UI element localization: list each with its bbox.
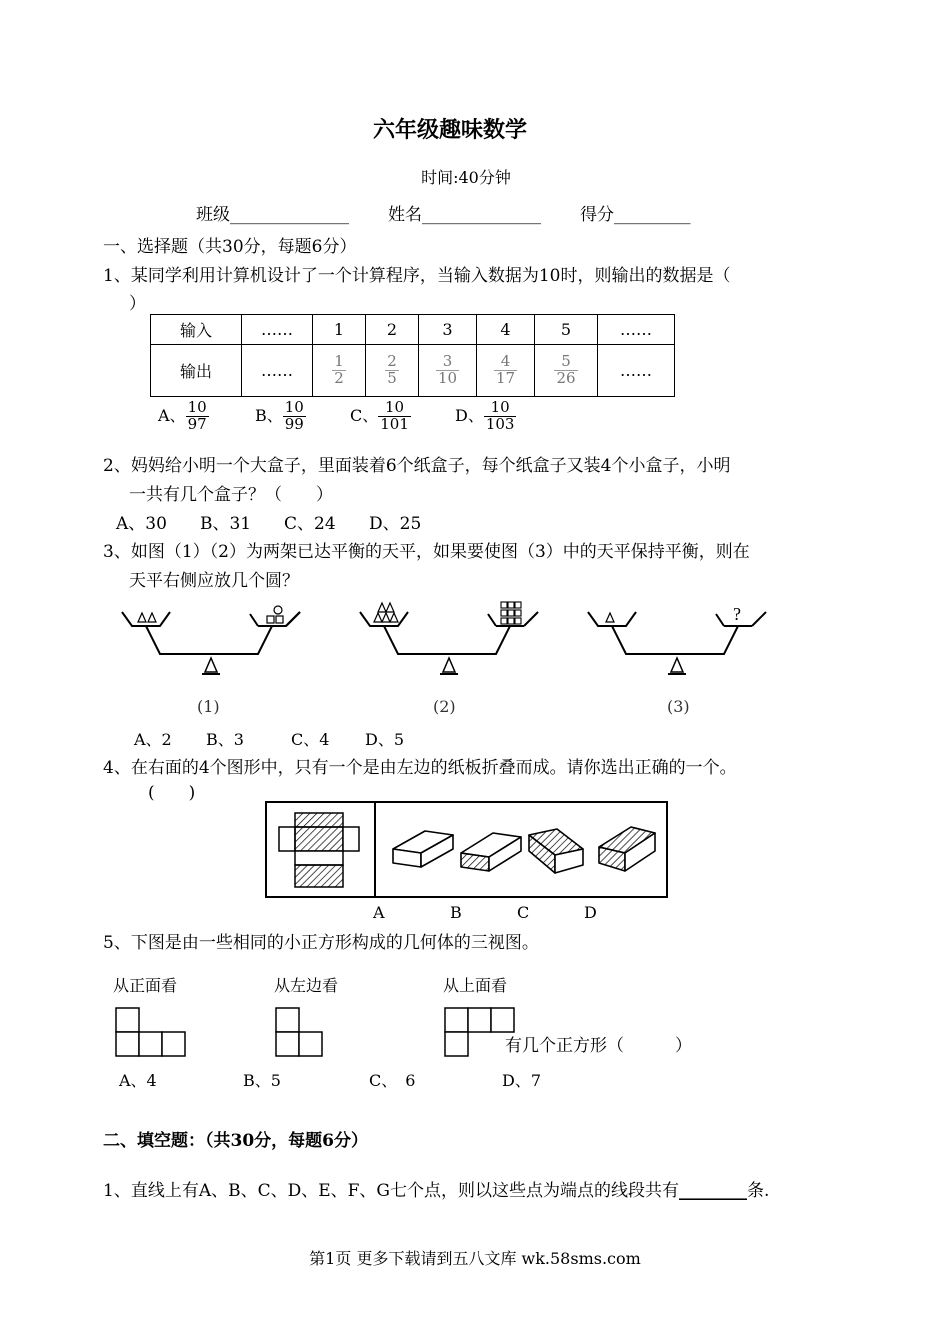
output-value (313, 345, 366, 397)
class-field: 班级______________ (196, 205, 349, 225)
balance-scale-1 (122, 606, 300, 674)
fraction-numerator: 2 (387, 352, 397, 371)
input-value: 5 (535, 315, 598, 345)
fraction-denominator: 17 (495, 369, 516, 387)
fraction-numerator: 10 (284, 398, 304, 416)
fraction-numerator: 10 (490, 398, 510, 416)
q3-text-line1: 3、如图（1）（2）为两架已达平衡的天平，如果要使图（3）中的天平保持平衡，则在 (103, 542, 750, 562)
q2-option-a[interactable]: A、30 (116, 514, 167, 534)
section2-q1-text: 1、直线上有A、B、C、D、E、F、G七个点，则以这些点为端点的线段共有 (103, 1181, 680, 1201)
dots-cell: …… (242, 345, 313, 397)
q1-option-d[interactable] (455, 400, 516, 433)
q5-option-b[interactable]: B、5 (243, 1071, 281, 1090)
page-title: 六年级趣味数学 (372, 117, 527, 143)
page-footer: 第1页 更多下载请到五八文库 wk.58sms.com (309, 1249, 641, 1268)
option-d-box (599, 827, 655, 871)
figure-label-3: (3) (667, 697, 690, 716)
q2-option-d[interactable]: D、25 (369, 514, 422, 534)
q1-option-c[interactable] (350, 400, 411, 433)
front-view-label: 从正面看 (113, 976, 178, 995)
option-label: C、 (350, 405, 379, 425)
q1-option-b[interactable] (255, 400, 306, 433)
three-views (115, 1007, 535, 1059)
answer-blank[interactable]: ________ (679, 1181, 748, 1201)
option-b-box (461, 833, 521, 871)
dots-cell: …… (598, 345, 675, 397)
q3-option-b[interactable]: B、3 (206, 730, 244, 749)
balance-figures (110, 592, 810, 702)
output-value (366, 345, 419, 397)
folding-figure (265, 801, 669, 899)
q4-label-d: D (584, 903, 597, 922)
dots-cell: …… (598, 315, 675, 345)
q1-option-a[interactable] (158, 400, 209, 433)
section2-heading: 二、填空题：（共30分，每题6分） (103, 1131, 368, 1151)
fraction-numerator: 5 (561, 352, 571, 371)
output-value (477, 345, 535, 397)
io-table (150, 314, 675, 397)
fraction-numerator: 1 (334, 352, 344, 371)
q5-question: 有几个正方形（ ） (505, 1036, 692, 1056)
fraction-numerator: 3 (442, 352, 453, 371)
fraction-denominator: 103 (485, 414, 515, 433)
input-value: 2 (366, 315, 419, 345)
q5-option-c[interactable]: C、 6 (369, 1071, 416, 1090)
q3-option-c[interactable]: C、4 (291, 730, 330, 749)
section2-q1 (103, 1176, 769, 1201)
output-value (419, 345, 477, 397)
q4-text-line1: 4、在右面的4个图形中，只有一个是由左边的纸板折叠而成。请你选出正确的一个。 (103, 758, 737, 778)
paper-net (279, 813, 359, 887)
q4-label-b: B (450, 903, 462, 922)
q1-text-line1: 1、某同学利用计算机设计了一个计算程序，当输入数据为10时，则输出的数据是（ (103, 266, 731, 286)
option-a-box (393, 831, 453, 867)
q1-text-line2: ） (129, 294, 146, 314)
fraction-numerator: 10 (187, 398, 207, 416)
q3-option-a[interactable]: A、2 (134, 730, 172, 749)
option-label: D、 (455, 405, 484, 425)
input-value: 3 (419, 315, 477, 345)
fraction-denominator: 101 (380, 414, 409, 433)
input-label: 输入 (151, 315, 242, 345)
fraction-denominator: 26 (556, 369, 576, 387)
option-c-box (529, 829, 583, 873)
fraction-denominator: 99 (284, 414, 304, 433)
balance-scale-2 (360, 602, 538, 674)
input-value: 1 (313, 315, 366, 345)
fraction-numerator: 10 (385, 398, 405, 416)
left-view (276, 1008, 322, 1056)
input-value: 4 (477, 315, 535, 345)
q5-option-d[interactable]: D、7 (502, 1071, 542, 1090)
q4-text-line2: ( ) (148, 783, 196, 803)
q2-option-b[interactable]: B、31 (200, 514, 252, 534)
q3-text-line2: 天平右侧应放几个圆？ (129, 571, 299, 591)
name-field: 姓名______________ (388, 205, 541, 225)
q2-text-line2: 一共有几个盒子？（ ） (129, 485, 333, 505)
figure-label-2: (2) (433, 697, 456, 716)
score-field: 得分_________ (580, 205, 691, 225)
section2-q1-end: 条. (747, 1181, 770, 1201)
top-view-label: 从上面看 (443, 976, 508, 995)
q5-text: 5、下图是由一些相同的小正方形构成的几何体的三视图。 (103, 933, 539, 953)
fraction-denominator: 10 (437, 369, 458, 387)
left-view-label: 从左边看 (274, 976, 339, 995)
fraction-denominator: 2 (334, 369, 344, 387)
q3-option-d[interactable]: D、5 (365, 730, 405, 749)
output-value (535, 345, 598, 397)
q4-label-a: A (373, 903, 385, 922)
section1-heading: 一、选择题（共30分，每题6分） (103, 237, 357, 257)
q5-option-a[interactable]: A、4 (119, 1071, 157, 1090)
option-label: A、 (158, 405, 186, 425)
question-mark: ? (733, 604, 741, 624)
top-view (445, 1008, 514, 1056)
option-label: B、 (255, 405, 283, 425)
q2-text-line1: 2、妈妈给小明一个大盒子，里面装着6个纸盒子，每个纸盒子又装4个小盒子，小明 (103, 456, 731, 476)
q2-option-c[interactable]: C、24 (284, 514, 336, 534)
q4-label-c: C (517, 903, 530, 922)
fraction-numerator: 4 (500, 352, 511, 371)
front-view (116, 1008, 185, 1056)
figure-label-1: (1) (197, 697, 220, 716)
output-label: 输出 (151, 345, 242, 397)
fraction-denominator: 97 (187, 414, 207, 433)
dots-cell: …… (242, 315, 313, 345)
time-limit: 时间:40分钟 (421, 168, 511, 187)
fraction-denominator: 5 (387, 369, 397, 387)
